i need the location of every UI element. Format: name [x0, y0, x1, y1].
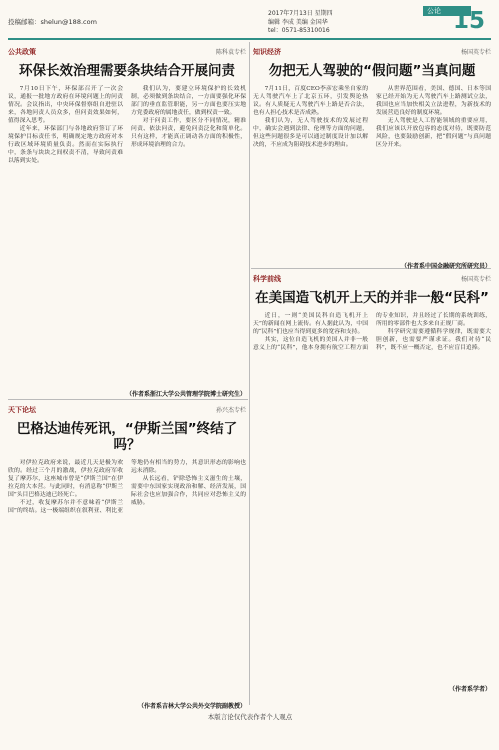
- editor-line: 编辑 李成 美编 金国华: [268, 18, 328, 26]
- article-title: 环保长效治理需要条块结合开展问责: [19, 63, 235, 79]
- paragraph: 我们认为，无人驾驶技术的发展过程中，确实会遇到法律、伦理等方面的问题，但这些问题很多是可以通过制度设计加以解决的，不应成为阻碍技术进步的理由。: [253, 118, 368, 149]
- author-line: （作者系中国金融研究所研究员）: [400, 263, 491, 270]
- paragraph: 无人驾驶是人工智能领域的重要应用，我们应该以开放包容的态度对待，既要防范风险，也要鼓励创新，把“假问题”与真问题区分开来。: [376, 118, 491, 149]
- section-label: 科学前线: [253, 275, 281, 283]
- author-line: （作者系学者）: [448, 686, 491, 693]
- paragraph: 我们认为，要建立环境保护的长效机制，必须做到条块结合，一方面要强化环保部门的垂直监管职能，另一方面也要压实地方党委政府的属地责任，做到权责一致。: [131, 86, 246, 117]
- paragraph: 近日，一则“美国民科自造飞机开上天”的新闻在网上流传。有人据此认为，中国的“民科”们也应当得到更多的宽容和支持。: [253, 313, 368, 336]
- section-label: 公共政策: [8, 48, 36, 56]
- column-divider: [249, 42, 250, 705]
- article-body: [8, 459, 246, 697]
- column-label: 孙兴杰专栏: [215, 407, 246, 414]
- article-body: [253, 312, 491, 680]
- paragraph: 近年来，环保部门与各地政府签订了环境保护目标责任书，明确规定地方政府对本行政区域环境质量负责。然而在实际执行中，条条与块块之间权责不清，导致问责难以落到实处。: [8, 126, 123, 165]
- author-line: （作者系吉林大学公共外交学院副教授）: [137, 703, 246, 710]
- section-label: 知识经济: [253, 48, 281, 56]
- paragraph: 从长远看，铲除恐怖主义滋生的土壤，需要中东国家实现政治和解、经济发展，国际社会也应加强合作，共同应对恐怖主义的威胁。: [131, 476, 246, 507]
- column-label: 杨国英专栏: [460, 276, 491, 283]
- paragraph: 科学研究需要遵循科学规律，既需要大胆创新，也需要严谨求证。我们对待“民科”，既不应一概否定，也不应盲目追捧。: [376, 329, 491, 352]
- issue-date: 2017年7月13日 星期四: [268, 10, 333, 17]
- article-environment: [8, 47, 246, 398]
- column-label: 陈科袁专栏: [215, 49, 246, 56]
- paragraph: 其实，这位自造飞机的美国人并非一般意义上的“民科”，他本身拥有航空工程方面的专业知识，并且经过了长期的系统训练，所用的零部件也大多来自正规厂商。: [253, 313, 491, 352]
- article-isis: [8, 405, 246, 710]
- row-divider-left: [8, 399, 248, 400]
- footer-note: 本版言论仅代表作者个人观点: [207, 713, 293, 721]
- page-number: 15: [453, 8, 486, 34]
- article-body: [253, 85, 491, 257]
- article-body: [8, 85, 246, 385]
- phone-line: tel：0571-85310016: [268, 27, 330, 35]
- article-amateur-aircraft: [253, 274, 491, 693]
- section-badge: 公论: [423, 6, 471, 16]
- column-label: 杨国英专栏: [460, 49, 491, 56]
- paragraph: 7月11日，百度CEO李彦宏乘坐自家的无人驾驶汽车上了北京五环，引发舆论热议。有人质疑无人驾驶汽车上路是否合法，也有人担心技术是否成熟。: [253, 86, 368, 117]
- author-line: （作者系浙江大学公共管理学院博士研究生）: [125, 391, 246, 398]
- paragraph: 从世界范围看，美国、德国、日本等国家已经开始为无人驾驶汽车上路测试立法，我国也应当加快相关立法进程，为新技术的发展营造良好的制度环境。: [376, 86, 491, 117]
- section-label: 天下论坛: [8, 406, 36, 414]
- issue-date-block: [268, 10, 418, 36]
- page-badge: [423, 6, 493, 38]
- paragraph: 对于问责工作，要区分不同情况，精准问责、依法问责，避免问责泛化和简单化。只有这样，才能真正调动各方面的积极性，形成环境治理的合力。: [131, 118, 246, 149]
- article-title: 在美国造飞机开上天的并非一般“民科”: [255, 290, 489, 306]
- header-rule: [8, 38, 491, 40]
- submission-email: 投稿邮箱：shelun@188.com: [8, 18, 97, 26]
- paragraph: 对伊拉克政府来说，最近几天是极为欢欣的。经过三个月的激战，伊拉克政府军收复了摩苏尔，这座城市曾是“伊斯兰国”在伊拉克的大本营。与此同时，有消息称“伊斯兰国”头目巴格达迪已经死亡。: [8, 460, 123, 499]
- article-title: 巴格达迪传死讯，“伊斯兰国”终结了吗？: [16, 421, 238, 453]
- article-title: 勿把无人驾驶的“假问题”当真问题: [268, 63, 476, 79]
- article-autonomous-driving: [253, 47, 491, 270]
- paragraph: 7月10日下午，环保部召开了一次会议，通报一批地方政府在环境问题上的问责情况。会议指出，中央环保督察组自进驻以来，各地问责人员众多，但问责效果如何，值得深入思考。: [8, 86, 123, 125]
- paragraph: 不过，收复摩苏尔并不意味着“伊斯兰国”的终结。这一极端组织在叙利亚、利比亚等地仍有相当的势力，其意识形态的影响也远未消除。: [8, 460, 246, 515]
